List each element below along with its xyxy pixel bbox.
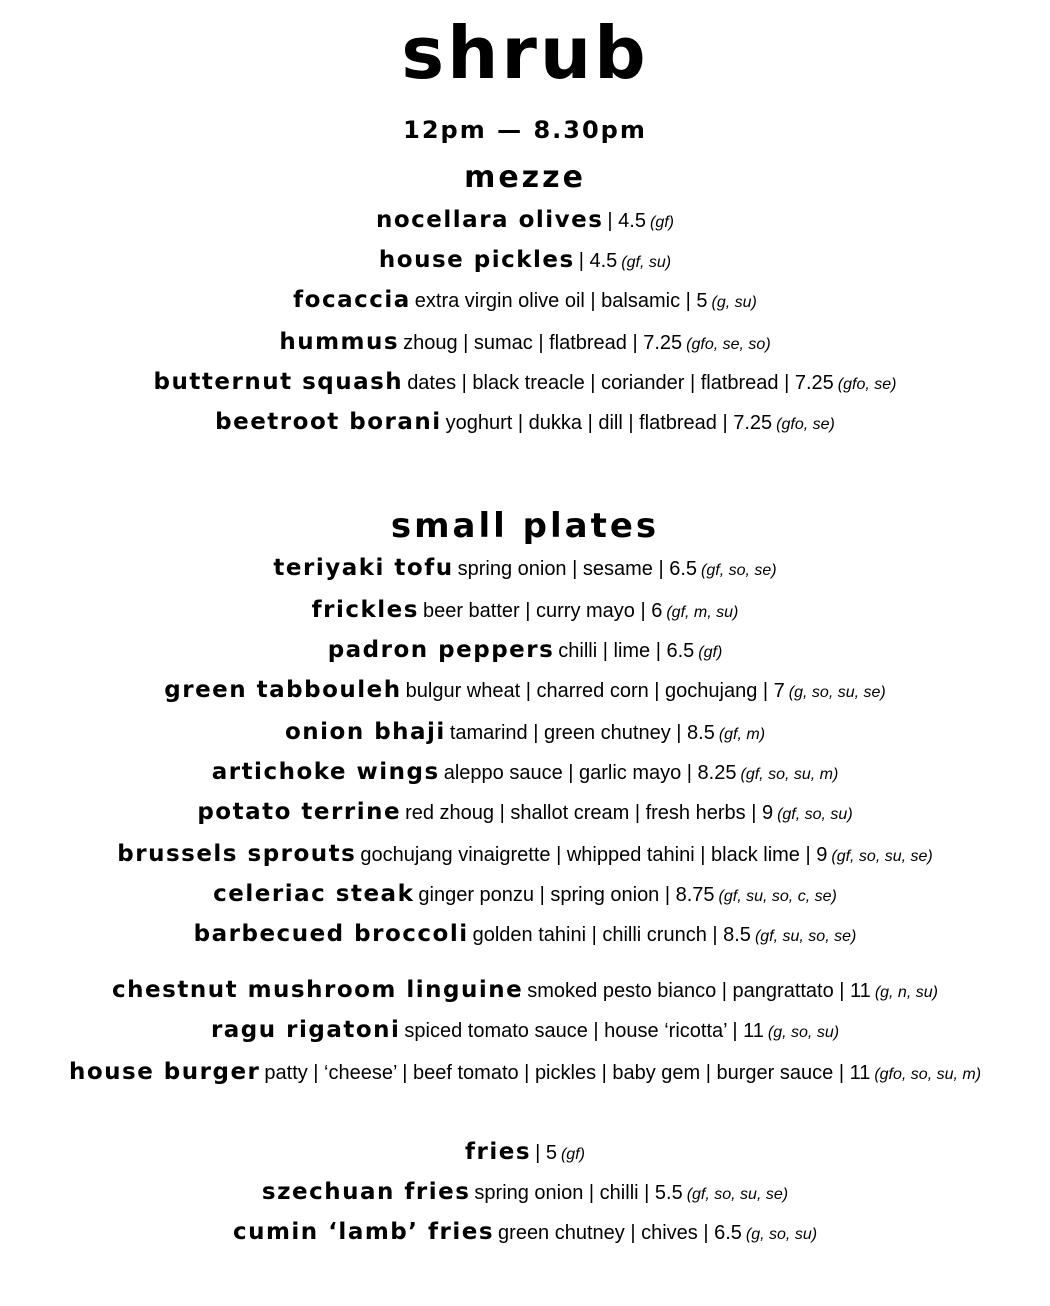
dish-description: extra virgin olive oil | balsamic | 5 [414,290,708,312]
menu-item [0,1015,1050,1048]
dish-name: cumin ‘lamb’ fries [232,1219,495,1245]
dietary-tags: (gf, so, su, se) [831,848,933,865]
section-title-small-plates: small plates [390,506,660,546]
dish-description: golden tahini | chilli crunch | 8.5 [472,924,751,946]
dish-description: yoghurt | dukka | dill | flatbread | 7.25 [445,412,773,434]
menu-item [0,1177,1050,1210]
menu-item [0,285,1050,318]
dish-description: tamarind | green chutney | 8.5 [449,722,715,744]
dish-description: spiced tomato sauce | house ‘ricotta’ | 11 [404,1020,764,1042]
menu-item [0,717,1050,750]
dish-description: dates | black treacle | coriander | flatbread | 7.25 [407,372,834,394]
dietary-tags: (gfo, se, so) [686,336,771,353]
dish-description: patty | ‘cheese’ | beef tomato | pickles | baby gem | burger sauce | 11 [264,1062,871,1084]
dish-name: teriyaki tofu [273,555,454,581]
dish-description: spring onion | chilli | 5.5 [474,1182,683,1204]
menu-item [0,757,1050,790]
menu-item [0,245,1050,278]
menu-item [0,553,1050,586]
dish-description: | 4.5 [578,250,618,272]
dish-name: ragu rigatoni [210,1017,401,1043]
dietary-tags: (gf, su, so, se) [754,928,857,945]
dish-name: onion bhaji [284,719,446,745]
dish-description: chilli | lime | 6.5 [558,640,695,662]
dietary-tags: (gf, so, su, se) [686,1186,789,1203]
menu-item [0,205,1050,238]
menu-item [0,1057,1050,1090]
menu-item [0,975,1050,1008]
section-title-mezze: mezze [464,160,586,195]
dish-name: hummus [279,329,400,355]
dish-name: padron peppers [327,637,555,663]
dish-description: green chutney | chives | 6.5 [498,1222,742,1244]
dish-name: frickles [311,597,419,623]
menu-item [0,839,1050,872]
dish-description: bulgur wheat | charred corn | gochujang | 7 [405,680,785,702]
dish-name: brussels sprouts [117,841,357,867]
dish-description: ginger ponzu | spring onion | 8.75 [418,884,715,906]
menu-item [0,675,1050,708]
dietary-tags: (gf, m) [718,726,766,743]
menu-item [0,635,1050,668]
dietary-tags: (g, so, su, se) [788,684,886,701]
dish-description: beer batter | curry mayo | 6 [422,600,663,622]
dish-name: house burger [68,1059,261,1085]
dish-description: | 5 [535,1142,557,1164]
dish-name: celeriac steak [213,881,415,907]
menu-item [0,1137,1050,1170]
dish-name: green tabbouleh [164,677,402,703]
dietary-tags: (gfo, se) [776,416,835,433]
dish-description: | 4.5 [607,210,646,232]
menu-item [0,327,1050,360]
dish-name: butternut squash [153,369,404,395]
dietary-tags: (gf) [560,1146,585,1163]
dish-name: potato terrine [197,799,402,825]
dietary-tags: (g, su) [711,294,757,311]
dish-description: smoked pesto bianco | pangrattato | 11 [527,980,871,1002]
menu-item [0,919,1050,952]
opening-hours: 12pm — 8.30pm [403,116,647,144]
dish-name: szechuan fries [261,1179,471,1205]
menu-item [0,1217,1050,1250]
dietary-tags: (g, so, su) [745,1226,818,1243]
dietary-tags: (gf) [698,644,723,661]
dietary-tags: (gf) [649,214,674,231]
dish-name: nocellara olives [376,207,604,233]
dish-name: focaccia [293,287,411,313]
dish-description: gochujang vinaigrette | whipped tahini | black lime | 9 [360,844,828,866]
menu-item [0,797,1050,830]
dish-name: barbecued broccoli [193,921,469,947]
dish-description: zhoug | sumac | flatbread | 7.25 [403,332,683,354]
dietary-tags: (gf, m, su) [666,604,739,621]
dietary-tags: (gfo, se) [837,376,897,393]
menu-item [0,407,1050,440]
dish-description: red zhoug | shallot cream | fresh herbs | 9 [405,802,774,824]
dish-name: house pickles [378,247,575,273]
dietary-tags: (g, n, su) [874,984,938,1001]
menu-item [0,879,1050,912]
dietary-tags: (gf, su) [621,254,672,271]
menu-item [0,367,1050,400]
dish-name: chestnut mushroom linguine [112,977,524,1003]
dietary-tags: (g, so, su) [767,1024,840,1041]
dish-name: artichoke wings [211,759,440,785]
dish-description: aleppo sauce | garlic mayo | 8.25 [443,762,737,784]
dietary-tags: (gf, su, so, c, se) [718,888,837,905]
dietary-tags: (gf, so, su, m) [740,766,839,783]
menu-item [0,595,1050,628]
restaurant-name: shrub [401,11,649,95]
dish-description: spring onion | sesame | 6.5 [457,558,698,580]
dish-name: beetroot borani [215,409,442,435]
dietary-tags: (gf, so, su) [777,806,853,823]
dietary-tags: (gfo, so, su, m) [874,1066,982,1083]
dish-name: fries [465,1139,532,1165]
dietary-tags: (gf, so, se) [701,562,777,579]
